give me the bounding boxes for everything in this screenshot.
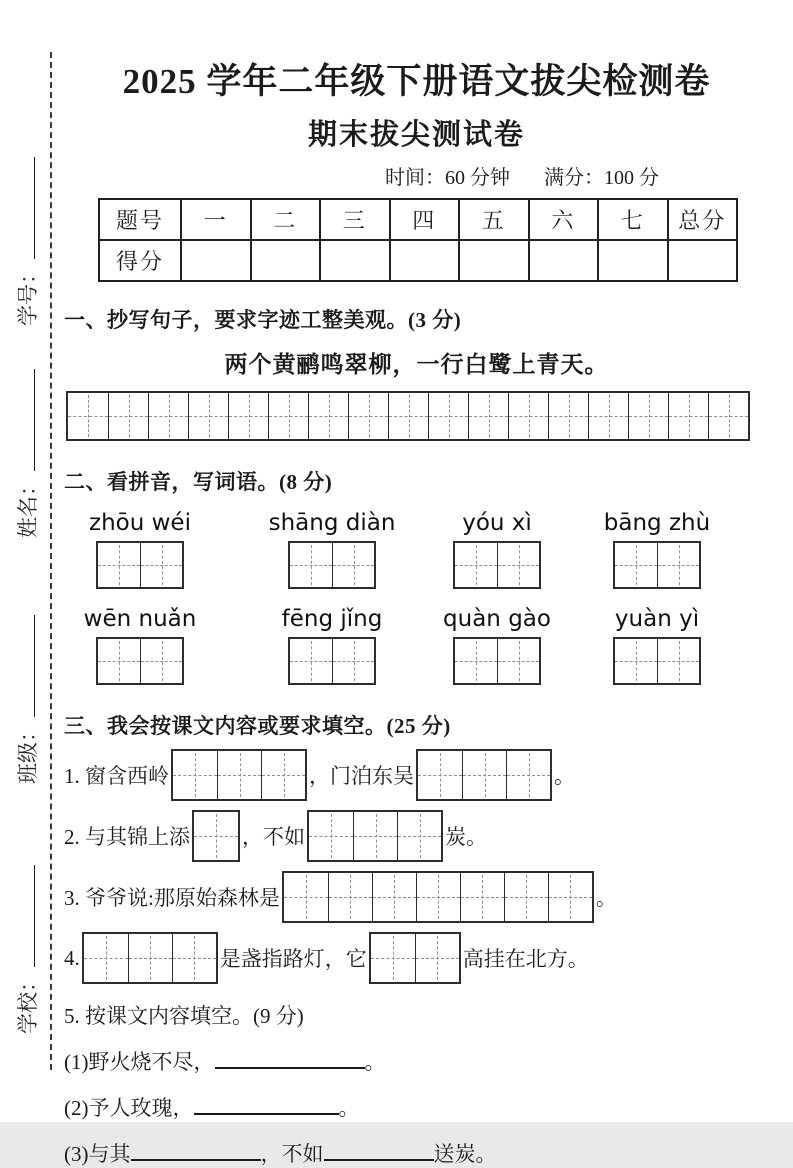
sidebar-field-class xyxy=(12,584,42,784)
class-label: 班级： xyxy=(16,721,40,784)
sub1-post-text: 。 xyxy=(364,1050,386,1074)
grid-cell xyxy=(657,639,699,683)
item1-post-text: 。 xyxy=(554,764,575,788)
grid-cell xyxy=(657,543,699,587)
grid-cell xyxy=(628,393,668,439)
answer-grid xyxy=(288,637,376,685)
grid-cell xyxy=(668,393,708,439)
pinyin-row-1 xyxy=(64,510,769,592)
score-table-score-row xyxy=(99,240,737,281)
grid-cell xyxy=(588,393,628,439)
grid-cell xyxy=(497,543,539,587)
fill-item-3 xyxy=(64,871,769,923)
item4-pre-text: 4. xyxy=(64,945,80,970)
fill-item-2 xyxy=(64,810,769,862)
pinyin-group xyxy=(422,510,572,592)
student-id-label: 学号： xyxy=(16,263,40,326)
item2-post-text: 炭。 xyxy=(445,825,487,849)
pinyin-word: zhōu wéi xyxy=(89,510,191,536)
score-table xyxy=(98,198,738,282)
item5-heading: 5. 按课文内容填空。(9 分) xyxy=(64,1004,304,1028)
sub3-mid-text: ，不如 xyxy=(260,1142,324,1166)
grid-cell xyxy=(397,812,441,860)
blank-line xyxy=(194,1095,339,1115)
answer-grid xyxy=(82,932,218,984)
answer-grid xyxy=(307,810,443,862)
answer-grid xyxy=(171,749,307,801)
pinyin-word: shāng diàn xyxy=(268,510,396,536)
grid-cell xyxy=(140,543,182,587)
score-table-header-cell: 五 xyxy=(459,199,529,240)
grid-cell xyxy=(708,393,748,439)
time-label: 时间：60 分钟 xyxy=(385,167,510,189)
grid-cell xyxy=(68,393,108,439)
item2-mid-text: ，不如 xyxy=(242,825,305,849)
grid-cell xyxy=(217,751,261,799)
grid-cell xyxy=(506,751,550,799)
class-blank-line xyxy=(16,615,35,717)
fill-item-4 xyxy=(64,932,769,984)
grid-cell xyxy=(84,934,128,982)
blank-line xyxy=(215,1049,365,1069)
student-id-blank-line xyxy=(16,157,35,259)
pinyin-word: quàn gào xyxy=(443,606,551,632)
grid-cell xyxy=(415,934,459,982)
pinyin-word: yuàn yì xyxy=(614,606,700,632)
grid-cell xyxy=(348,393,388,439)
seal-dashed-line xyxy=(50,52,52,1070)
answer-grid xyxy=(192,810,240,862)
answer-grid xyxy=(453,637,541,685)
exam-info-line xyxy=(385,161,659,190)
score-empty-cell xyxy=(181,240,251,281)
sub3-pre-text: (3)与其 xyxy=(64,1142,131,1166)
section3-heading: 三、我会按课文内容或要求填空。(25 分) xyxy=(64,714,451,738)
grid-cell xyxy=(194,812,238,860)
item5-sub-2 xyxy=(64,1092,769,1122)
blank-line xyxy=(131,1141,261,1161)
pinyin-group xyxy=(422,606,572,688)
score-empty-cell xyxy=(668,240,738,281)
item4-mid-text: 是盏指路灯，它 xyxy=(219,947,367,971)
name-label: 姓名： xyxy=(16,475,40,538)
score-table-header-cell: 总分 xyxy=(668,199,738,240)
pinyin-word: wēn nuǎn xyxy=(83,606,197,632)
grid-cell xyxy=(462,751,506,799)
grid-cell xyxy=(508,393,548,439)
grid-cell xyxy=(98,543,140,587)
section2-heading: 二、看拼音，写词语。(8 分) xyxy=(64,470,333,494)
name-blank-line xyxy=(16,369,35,471)
grid-cell xyxy=(309,812,353,860)
score-empty-cell xyxy=(320,240,390,281)
pinyin-group xyxy=(257,606,407,688)
score-empty-cell xyxy=(251,240,321,281)
grid-cell xyxy=(284,873,328,921)
score-table-header-cell: 二 xyxy=(251,199,321,240)
grid-cell xyxy=(140,639,182,683)
item1-mid-text: ，门泊东吴 xyxy=(309,764,414,788)
grid-cell xyxy=(308,393,348,439)
grid-cell xyxy=(497,639,539,683)
item2-pre-text: 2. 与其锦上添 xyxy=(64,825,190,849)
grid-cell xyxy=(172,934,216,982)
grid-cell xyxy=(328,873,372,921)
score-table-header-row xyxy=(99,199,737,240)
item5-sub-1 xyxy=(64,1046,769,1076)
score-table-header-cell: 一 xyxy=(181,199,251,240)
score-table-header-cell: 三 xyxy=(320,199,390,240)
grid-cell xyxy=(428,393,468,439)
full-score-label: 满分：100 分 xyxy=(544,167,659,189)
grid-cell xyxy=(504,873,548,921)
item3-post-text: 。 xyxy=(595,886,617,910)
grid-cell xyxy=(332,543,374,587)
score-empty-cell xyxy=(529,240,599,281)
score-table-header-cell: 题号 xyxy=(99,199,181,240)
grid-cell xyxy=(418,751,462,799)
score-table-header-cell: 四 xyxy=(390,199,460,240)
grid-cell xyxy=(261,751,305,799)
item1-pre-text: 1. 窗含西岭 xyxy=(64,764,169,788)
score-table-header-cell: 七 xyxy=(598,199,668,240)
grid-cell xyxy=(332,639,374,683)
pinyin-word: fēng jǐng xyxy=(281,606,383,632)
score-empty-cell xyxy=(598,240,668,281)
grid-cell xyxy=(455,639,497,683)
grid-cell xyxy=(548,873,592,921)
pinyin-group xyxy=(582,510,732,592)
item4-post-text: 高挂在北方。 xyxy=(462,947,589,971)
score-row-label: 得分 xyxy=(99,240,181,281)
answer-grid xyxy=(453,541,541,589)
grid-cell xyxy=(455,543,497,587)
score-empty-cell xyxy=(390,240,460,281)
answer-grid xyxy=(369,932,461,984)
grid-cell xyxy=(353,812,397,860)
grid-cell xyxy=(128,934,172,982)
grid-cell xyxy=(460,873,504,921)
pinyin-group xyxy=(582,606,732,688)
answer-grid xyxy=(282,871,594,923)
pinyin-group xyxy=(65,606,215,688)
page-subtitle: 期末拔尖测试卷 xyxy=(307,119,525,151)
grid-cell xyxy=(148,393,188,439)
grid-cell xyxy=(548,393,588,439)
score-table-header-cell: 六 xyxy=(529,199,599,240)
grid-cell xyxy=(228,393,268,439)
answer-grid xyxy=(288,541,376,589)
copy-sentence: 两个黄鹂鸣翠柳，一行白鹭上青天。 xyxy=(224,352,609,377)
grid-cell xyxy=(173,751,217,799)
item3-pre-text: 3. 爷爷说:那原始森林是 xyxy=(64,886,280,910)
sub2-pre-text: (2)予人玫瑰， xyxy=(64,1096,194,1120)
grid-cell xyxy=(372,873,416,921)
section1-heading: 一、抄写句子，要求字迹工整美观。(3 分) xyxy=(64,308,462,332)
sub2-post-text: 。 xyxy=(338,1096,360,1120)
answer-grid xyxy=(613,637,701,685)
answer-grid xyxy=(613,541,701,589)
grid-cell xyxy=(615,639,657,683)
pinyin-group xyxy=(65,510,215,592)
sub3-post-text: 送炭。 xyxy=(433,1142,497,1166)
grid-cell xyxy=(98,639,140,683)
sidebar-field-student-id xyxy=(12,126,42,326)
grid-cell xyxy=(108,393,148,439)
pinyin-word: bāng zhù xyxy=(603,510,711,536)
pinyin-word: yóu xì xyxy=(462,510,532,536)
school-blank-line xyxy=(16,865,35,967)
copy-writing-grid xyxy=(66,391,750,441)
school-label: 学校： xyxy=(16,971,40,1034)
grid-cell xyxy=(290,639,332,683)
grid-cell xyxy=(188,393,228,439)
page-title: 2025 学年二年级下册语文拔尖检测卷 xyxy=(122,62,711,101)
grid-cell xyxy=(371,934,415,982)
grid-cell xyxy=(416,873,460,921)
fill-item-1 xyxy=(64,749,769,801)
item5-sub-3 xyxy=(64,1138,769,1168)
grid-cell xyxy=(468,393,508,439)
main-content xyxy=(64,0,769,1168)
score-empty-cell xyxy=(459,240,529,281)
grid-cell xyxy=(388,393,428,439)
pinyin-group xyxy=(257,510,407,592)
answer-grid xyxy=(96,637,184,685)
sub1-pre-text: (1)野火烧不尽， xyxy=(64,1050,215,1074)
sidebar-field-name xyxy=(12,338,42,538)
answer-grid xyxy=(96,541,184,589)
grid-cell xyxy=(615,543,657,587)
sidebar-field-school xyxy=(12,834,42,1034)
grid-cell xyxy=(290,543,332,587)
grid-cell xyxy=(268,393,308,439)
blank-line xyxy=(324,1141,434,1161)
pinyin-row-2 xyxy=(64,606,769,688)
answer-grid xyxy=(416,749,552,801)
